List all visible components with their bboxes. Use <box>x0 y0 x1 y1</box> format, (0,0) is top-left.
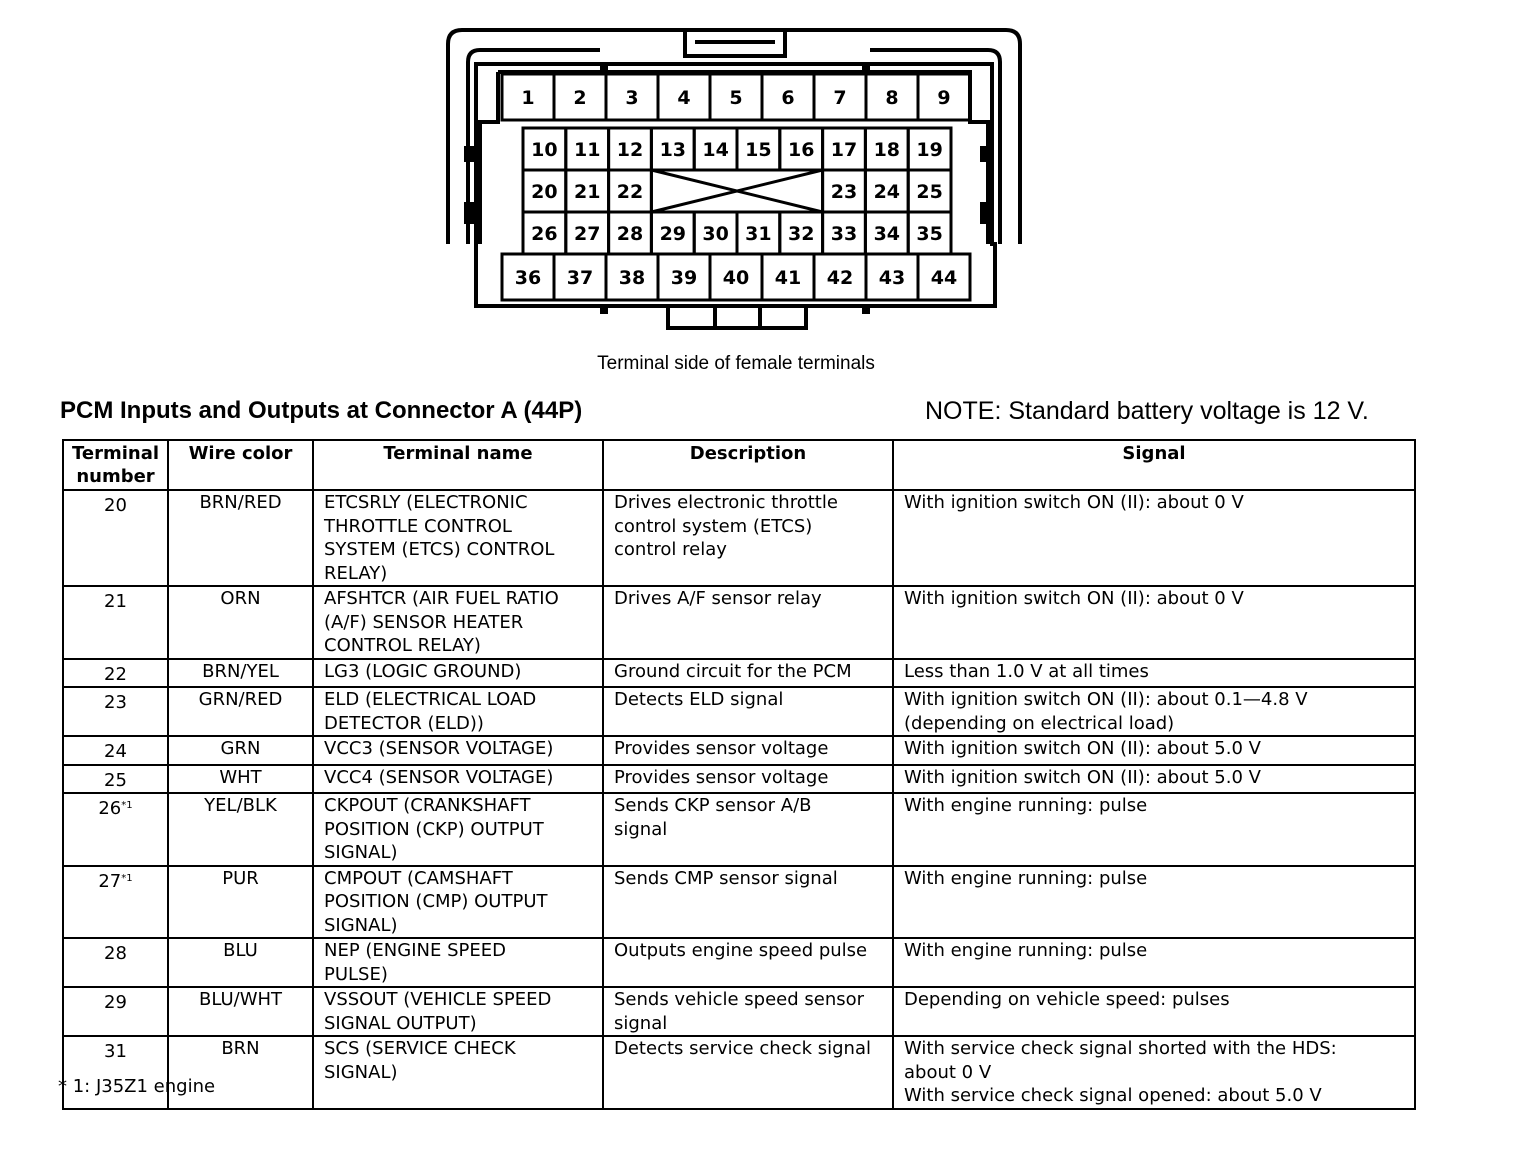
terminal-label: 4 <box>677 87 691 109</box>
description-cell <box>603 866 893 939</box>
terminal-number-cell <box>63 687 168 736</box>
terminal-name-cell <box>313 490 603 586</box>
terminal-number-cell <box>63 793 168 866</box>
table-row <box>63 987 1415 1036</box>
latch-bump <box>862 62 870 70</box>
terminal-number-cell-text: 28 <box>104 943 127 964</box>
terminal-label: 26 <box>531 223 558 245</box>
terminal-name-cell <box>313 938 603 987</box>
terminal-name-cell <box>313 586 603 659</box>
terminal-label: 27 <box>573 223 601 245</box>
connector-body-inner <box>498 72 988 244</box>
description-cell <box>603 987 893 1036</box>
terminal-number-cell <box>63 659 168 688</box>
table-row <box>63 586 1415 659</box>
table-row <box>63 490 1415 586</box>
signal-cell-text: With ignition switch ON (II): about 5.0 V <box>904 766 1261 788</box>
description-cell <box>603 765 893 794</box>
signal-cell <box>893 866 1415 939</box>
signal-cell-text: Depending on vehicle speed: pulses <box>904 989 1230 1010</box>
terminal-number-cell <box>63 765 168 794</box>
terminal-label: 19 <box>916 139 943 161</box>
signal-cell <box>893 659 1415 688</box>
signal-cell <box>893 765 1415 794</box>
wire-color-cell-text: YEL/BLK <box>204 795 277 816</box>
terminal-label: 21 <box>573 181 601 203</box>
terminal-number-cell <box>63 866 168 939</box>
header-description: Description <box>603 440 893 490</box>
diagram-caption: Terminal side of female terminals <box>597 353 875 374</box>
wire-color-cell <box>168 866 313 939</box>
description-cell-text: Drives electronic throttle control system (ETCS) control relay <box>614 492 838 560</box>
signal-cell <box>893 687 1415 736</box>
terminal-name-cell-text: LG3 (LOGIC GROUND) <box>324 660 522 682</box>
table-row <box>63 736 1415 765</box>
terminal-label: 33 <box>830 223 858 245</box>
description-cell <box>603 586 893 659</box>
terminal-label: 39 <box>670 267 698 289</box>
signal-cell-text: With ignition switch ON (II): about 0 V <box>904 588 1244 609</box>
terminal-label: 16 <box>787 139 815 161</box>
terminal-label: 6 <box>781 87 795 109</box>
description-cell <box>603 1036 893 1109</box>
latch-bump <box>980 202 990 224</box>
terminal-number-cell-text: 20 <box>104 495 127 516</box>
terminal-name-cell <box>313 765 603 794</box>
terminal-number-cell <box>63 736 168 765</box>
terminal-name-cell-text: NEP (ENGINE SPEED PULSE) <box>324 940 506 985</box>
terminal-label: 30 <box>702 223 729 245</box>
table-row <box>63 687 1415 736</box>
terminal-name-cell <box>313 736 603 765</box>
terminal-name-cell-text: ELD (ELECTRICAL LOAD DETECTOR (ELD)) <box>324 689 537 734</box>
description-cell-text: Sends CMP sensor signal <box>614 867 838 889</box>
wire-color-cell-text: GRN/RED <box>198 689 283 710</box>
terminal-label: 44 <box>930 267 958 289</box>
terminal-label: 36 <box>514 267 542 289</box>
wire-color-cell <box>168 586 313 659</box>
terminal-label: 15 <box>745 139 772 161</box>
header-wire-color: Wire color <box>168 440 313 490</box>
description-cell <box>603 793 893 866</box>
battery-note: NOTE: Standard battery voltage is 12 V. <box>925 397 1369 425</box>
terminal-name-cell <box>313 866 603 939</box>
wire-color-cell <box>168 987 313 1036</box>
terminal-number-cell <box>63 490 168 586</box>
signal-cell-text: With service check signal shorted with the HDS: about 0 V With service check signal opened: about 5.0 V <box>904 1038 1337 1106</box>
signal-cell <box>893 938 1415 987</box>
terminal-number-cell-text: 25 <box>104 769 127 791</box>
wire-color-cell <box>168 687 313 736</box>
terminal-label: 34 <box>873 223 901 245</box>
terminal-label: 20 <box>531 181 558 203</box>
wire-color-cell-text: PUR <box>222 867 259 889</box>
description-cell <box>603 687 893 736</box>
table-row <box>63 765 1415 794</box>
terminal-label: 7 <box>833 87 847 109</box>
terminal-label: 13 <box>659 139 687 161</box>
wire-color-cell-text: BRN/RED <box>199 492 282 513</box>
terminal-label: 5 <box>729 87 743 109</box>
terminal-label: 35 <box>916 223 943 245</box>
footnote-marker: *1 <box>121 872 133 884</box>
terminal-name-cell <box>313 687 603 736</box>
terminal-label: 23 <box>830 181 858 203</box>
terminal-number-cell-text: 29 <box>104 992 127 1013</box>
description-cell-text: Provides sensor voltage <box>614 738 829 759</box>
signal-cell-text: With ignition switch ON (II): about 0.1—4.8 V (depending on electrical load) <box>904 689 1308 734</box>
terminal-name-cell <box>313 659 603 688</box>
description-cell-text: Detects service check signal <box>614 1038 871 1059</box>
footnote-marker: *1 <box>121 800 133 811</box>
terminal-label: 1 <box>521 87 535 109</box>
wire-color-cell <box>168 490 313 586</box>
header-signal: Signal <box>893 440 1415 490</box>
terminal-label: 8 <box>885 87 899 109</box>
wire-color-cell <box>168 793 313 866</box>
terminal-number-cell-text: 24 <box>104 741 127 762</box>
wire-color-cell <box>168 1036 313 1109</box>
description-cell-text: Drives A/F sensor relay <box>614 588 822 609</box>
connector-tab-bottom <box>668 306 806 328</box>
blank-terminal-area <box>651 170 822 212</box>
table-row <box>63 793 1415 866</box>
terminal-number-cell-text: 27 <box>98 870 122 892</box>
description-cell <box>603 736 893 765</box>
terminal-number-cell-text: 23 <box>104 692 127 713</box>
signal-cell-text: With engine running: pulse <box>904 795 1148 816</box>
terminal-name-cell-text: VCC4 (SENSOR VOLTAGE) <box>324 766 554 788</box>
terminal-number-cell-text: 22 <box>104 663 127 685</box>
terminal-label: 14 <box>702 139 729 161</box>
terminal-label: 9 <box>937 87 951 109</box>
terminal-label: 17 <box>830 139 858 161</box>
latch-bump <box>600 62 608 70</box>
page-title: PCM Inputs and Outputs at Connector A (44P) <box>60 397 583 424</box>
terminal-label: 28 <box>616 223 644 245</box>
wire-color-cell-text: BRN/YEL <box>202 660 279 682</box>
signal-cell <box>893 490 1415 586</box>
terminal-label: 38 <box>618 267 646 289</box>
terminal-name-cell <box>313 793 603 866</box>
description-cell <box>603 659 893 688</box>
header-terminal-number: Terminal number <box>63 440 168 490</box>
wire-color-cell <box>168 765 313 794</box>
description-cell-text: Ground circuit for the PCM <box>614 660 852 682</box>
terminal-label: 31 <box>745 223 772 245</box>
terminal-name-cell-text: CKPOUT (CRANKSHAFT POSITION (CKP) OUTPUT SIGNAL) <box>324 795 544 863</box>
terminal-number-cell <box>63 586 168 659</box>
terminal-name-cell <box>313 987 603 1036</box>
terminal-label: 12 <box>616 139 644 161</box>
connector-diagram <box>440 22 1040 337</box>
terminal-label: 40 <box>722 267 750 289</box>
signal-cell-text: With engine running: pulse <box>904 940 1148 961</box>
latch-bump <box>600 306 608 314</box>
terminal-label: 42 <box>826 267 854 289</box>
terminal-name-cell-text: SCS (SERVICE CHECK SIGNAL) <box>324 1038 516 1083</box>
terminal-number-cell-text: 21 <box>104 591 127 612</box>
latch-bump <box>862 306 870 314</box>
latch-bump <box>980 146 990 162</box>
terminal-label: 2 <box>573 87 587 109</box>
wire-color-cell-text: BRN <box>221 1038 260 1059</box>
description-cell-text: Outputs engine speed pulse <box>614 940 868 961</box>
description-cell <box>603 490 893 586</box>
terminal-label: 22 <box>616 181 644 203</box>
terminal-name-cell-text: ETCSRLY (ELECTRONIC THROTTLE CONTROL SYSTEM (ETCS) CONTROL RELAY) <box>324 492 555 584</box>
signal-cell <box>893 793 1415 866</box>
description-cell <box>603 938 893 987</box>
terminal-number-cell <box>63 1036 168 1109</box>
terminal-name-cell-text: VCC3 (SENSOR VOLTAGE) <box>324 738 554 759</box>
signal-cell <box>893 987 1415 1036</box>
header-terminal-name: Terminal name <box>313 440 603 490</box>
terminal-number-cell <box>63 987 168 1036</box>
signal-cell <box>893 736 1415 765</box>
terminal-label: 24 <box>873 181 901 203</box>
wire-color-cell-text: BLU/WHT <box>198 989 283 1010</box>
wire-color-cell <box>168 659 313 688</box>
description-cell-text: Provides sensor voltage <box>614 766 829 788</box>
terminal-label: 43 <box>878 267 906 289</box>
signal-cell-text: Less than 1.0 V at all times <box>904 660 1149 682</box>
table-row <box>63 866 1415 939</box>
terminal-name-cell <box>313 1036 603 1109</box>
signal-cell-text: With ignition switch ON (II): about 0 V <box>904 492 1244 513</box>
table-row <box>63 938 1415 987</box>
terminal-number-cell <box>63 938 168 987</box>
footnote: * 1: J35Z1 engine <box>58 1076 216 1097</box>
terminal-label: 41 <box>774 267 802 289</box>
terminal-label: 32 <box>787 223 815 245</box>
description-cell-text: Sends CKP sensor A/B signal <box>614 795 812 840</box>
description-cell-text: Sends vehicle speed sensor signal <box>614 989 865 1034</box>
terminal-label: 11 <box>573 139 601 161</box>
wire-color-cell <box>168 736 313 765</box>
wire-color-cell <box>168 938 313 987</box>
latch-bump <box>464 146 474 162</box>
terminal-name-cell-text: AFSHTCR (AIR FUEL RATIO (A/F) SENSOR HEATER CONTROL RELAY) <box>324 588 559 656</box>
wire-color-cell-text: BLU <box>223 940 258 961</box>
pcm-io-table <box>62 439 1416 1110</box>
signal-cell-text: With engine running: pulse <box>904 867 1148 889</box>
signal-cell-text: With ignition switch ON (II): about 5.0 V <box>904 738 1261 759</box>
description-cell-text: Detects ELD signal <box>614 689 784 710</box>
table-row <box>63 1036 1415 1109</box>
latch-bump <box>464 202 474 224</box>
table-row <box>63 659 1415 688</box>
terminal-label: 37 <box>566 267 594 289</box>
signal-cell <box>893 1036 1415 1109</box>
terminal-number-cell-text: 26 <box>98 798 122 819</box>
terminal-name-cell-text: CMPOUT (CAMSHAFT POSITION (CMP) OUTPUT SIGNAL) <box>324 867 548 936</box>
terminal-label: 10 <box>531 139 558 161</box>
terminal-label: 18 <box>873 139 901 161</box>
wire-color-cell-text: GRN <box>220 738 261 759</box>
terminal-number-cell-text: 31 <box>104 1041 127 1062</box>
terminal-label: 3 <box>625 87 639 109</box>
terminal-label: 29 <box>659 223 687 245</box>
signal-cell <box>893 586 1415 659</box>
terminal-name-cell-text: VSSOUT (VEHICLE SPEED SIGNAL OUTPUT) <box>324 989 552 1034</box>
wire-color-cell-text: ORN <box>220 588 261 609</box>
wire-color-cell-text: WHT <box>219 766 262 788</box>
table-header-row <box>63 440 1415 490</box>
terminal-label: 25 <box>916 181 943 203</box>
